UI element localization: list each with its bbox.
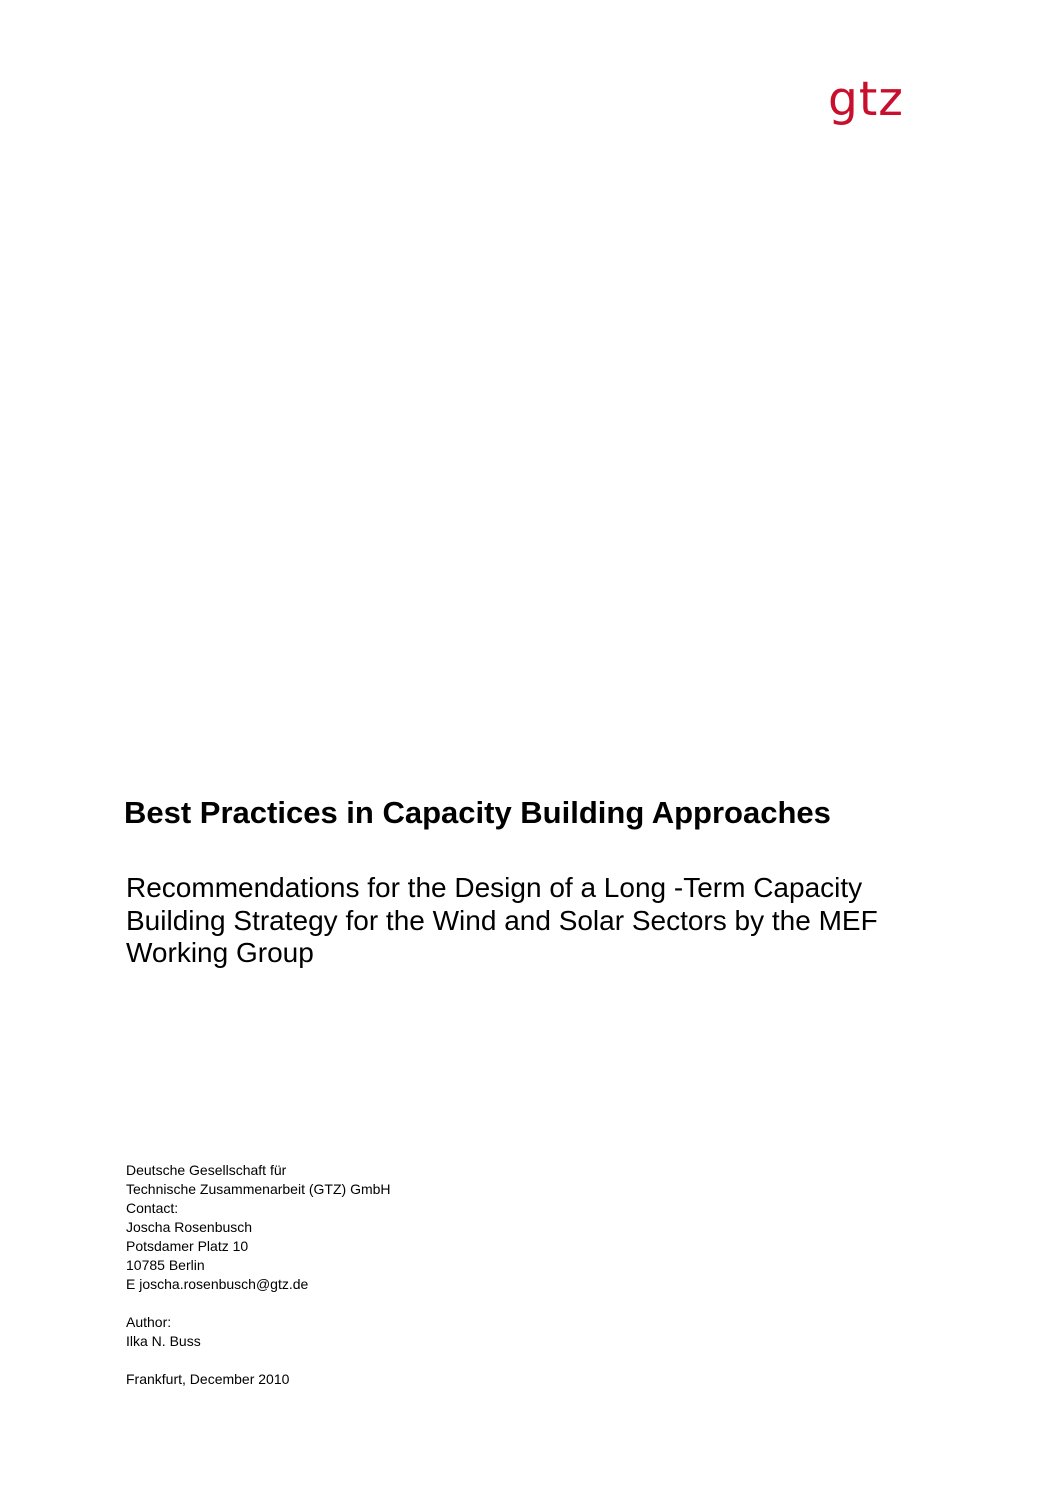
contact-label: Contact: [126, 1200, 179, 1216]
subtitle-line: Building Strategy for the Wind and Solar Sectors by the MEF [126, 904, 878, 936]
organization-line: Deutsche Gesellschaft für [126, 1162, 287, 1178]
gtz-logo: gtz [828, 72, 904, 127]
subtitle-line: Working Group [126, 937, 314, 968]
subtitle-line: Recommendations for the Design of a Long -Term Capacity [126, 872, 863, 903]
author-label: Author: [126, 1314, 172, 1330]
contact-block [126, 1161, 626, 1389]
organization-line: Technische Zusammenarbeit (GTZ) GmbH [126, 1181, 391, 1197]
email-address: E joscha.rosenbusch@gtz.de [126, 1276, 309, 1292]
author-name: Ilka N. Buss [126, 1333, 201, 1349]
place-date: Frankfurt, December 2010 [126, 1371, 290, 1387]
spacer [126, 1294, 626, 1313]
street-address: Potsdamer Platz 10 [126, 1238, 249, 1254]
city-address: 10785 Berlin [126, 1257, 205, 1273]
document-subtitle [126, 872, 1006, 970]
document-title: Best Practices in Capacity Building Approaches [124, 795, 831, 830]
contact-name: Joscha Rosenbusch [126, 1219, 253, 1235]
spacer [126, 1351, 626, 1370]
